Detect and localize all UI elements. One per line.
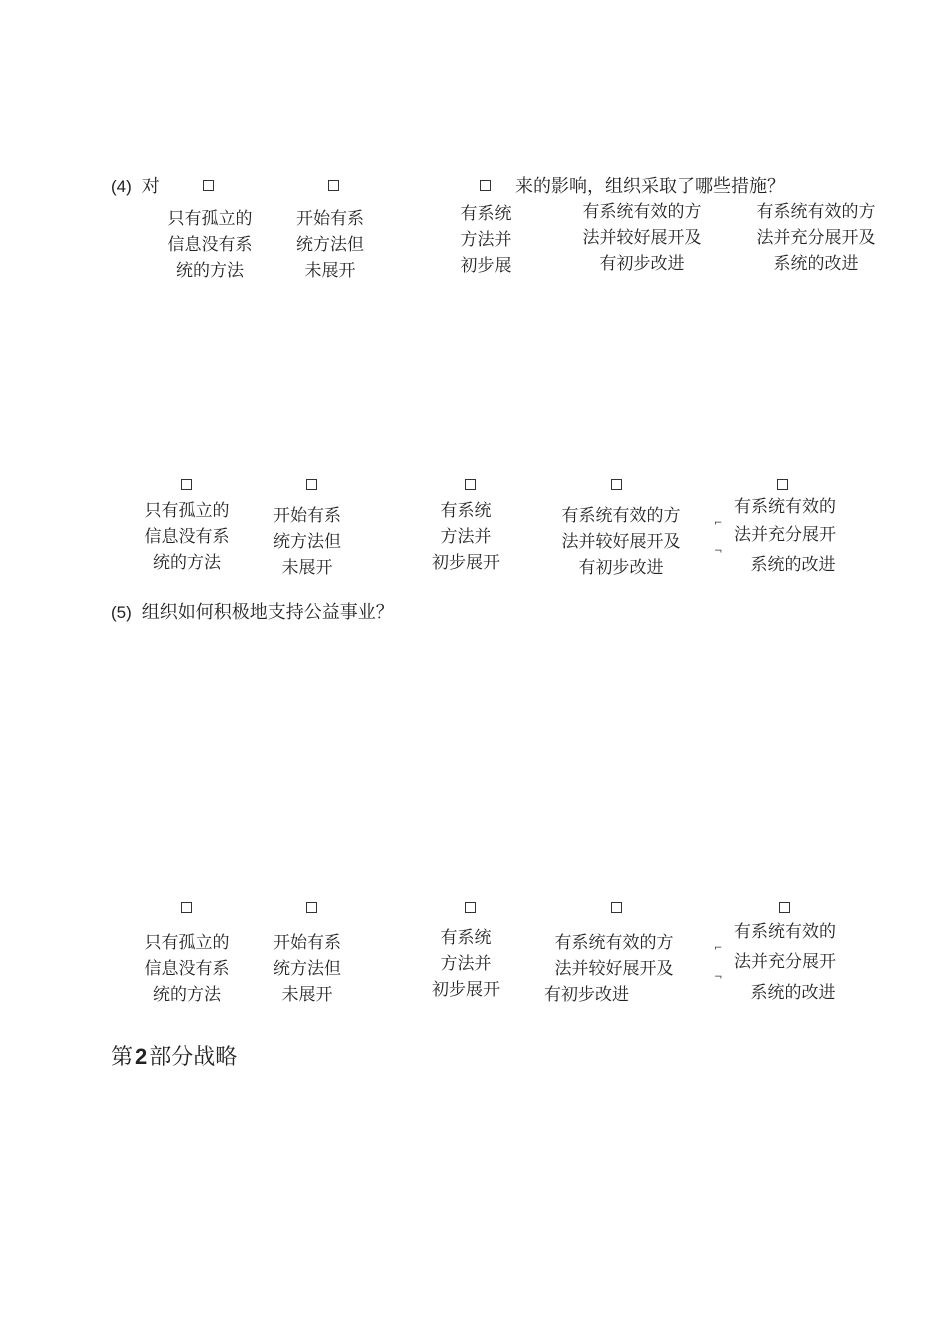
rating-option-4 [551, 503, 691, 581]
rating-checkbox-1[interactable] [181, 479, 192, 490]
rating-checkbox-2[interactable] [328, 180, 339, 191]
question-text: 组织如何积极地支持公益事业？ [141, 602, 394, 623]
option-line: 有系统 [460, 204, 512, 224]
rating-option-3 [448, 201, 524, 279]
option-line: 法并较好展开及 [554, 959, 674, 979]
rating-checkbox-4[interactable] [611, 902, 622, 913]
rating-option-5 [725, 493, 845, 581]
rating-checkbox-4[interactable] [611, 479, 622, 490]
question-number: (4) [111, 177, 132, 196]
heading-suffix: 部分战略 [149, 1045, 238, 1070]
option-line: 信息没有系 [144, 959, 230, 979]
option-line: 统方法但 [273, 532, 341, 552]
option-line: 统方法但 [296, 235, 364, 255]
option-line: 统的方法 [153, 985, 221, 1005]
rating-option-4 [544, 930, 684, 1008]
option-line: 法并较好展开及 [582, 228, 702, 248]
option-line: 未展开 [281, 985, 333, 1005]
margin-mark: ⌐ [714, 518, 723, 529]
option-line: 只有孤立的 [144, 933, 230, 953]
rating-option-2 [267, 503, 347, 581]
option-line: 开始有系 [296, 209, 364, 229]
option-line: 法并充分展开及 [756, 228, 876, 248]
option-line: 信息没有系 [144, 527, 230, 547]
option-line: 统的方法 [153, 553, 221, 573]
option-line: 法并充分展开 [734, 952, 836, 972]
option-line: 有初步改进 [599, 254, 685, 274]
option-line: 初步展 [460, 256, 512, 276]
heading-number: 2 [135, 1044, 148, 1069]
option-line: 法并较好展开及 [561, 532, 681, 552]
rating-option-2 [267, 930, 347, 1008]
option-line: 系统的改进 [750, 983, 836, 1003]
option-line: 有系统有效的方 [756, 202, 876, 222]
rating-checkbox-1[interactable] [181, 902, 192, 913]
rating-option-5 [725, 918, 845, 1008]
section-heading [111, 1040, 237, 1071]
rating-option-3 [426, 498, 506, 576]
option-line: 有初步改进 [544, 985, 629, 1005]
margin-mark: ¬ [714, 546, 723, 557]
option-line: 有系统有效的方 [554, 933, 674, 953]
question-5 [111, 602, 394, 624]
option-line: 未展开 [281, 558, 333, 578]
question-4-tail: 来的影响，组织采取了哪些措施？ [515, 176, 785, 197]
question-number: (5) [111, 603, 132, 622]
option-line: 系统的改进 [773, 254, 859, 274]
rating-checkbox-2[interactable] [306, 479, 317, 490]
rating-checkbox-3[interactable] [480, 180, 491, 191]
rating-option-1 [137, 498, 237, 576]
rating-checkbox-3[interactable] [465, 902, 476, 913]
question-lead-fragment: 对 [141, 176, 160, 197]
rating-checkbox-5[interactable] [777, 479, 788, 490]
option-line: 信息没有系 [167, 235, 253, 255]
option-line: 初步展开 [432, 553, 500, 573]
option-line: 有系统 [440, 928, 492, 948]
rating-checkbox-2[interactable] [306, 902, 317, 913]
rating-checkbox-3[interactable] [465, 479, 476, 490]
rating-option-5 [746, 199, 886, 277]
question-4 [111, 176, 160, 198]
option-line: 有系统有效的方 [582, 202, 702, 222]
option-line: 有系统有效的 [734, 497, 836, 517]
option-line: 有系统有效的 [734, 922, 836, 942]
rating-checkbox-5[interactable] [779, 902, 790, 913]
margin-mark: ¬ [714, 972, 723, 983]
option-line: 方法并 [460, 230, 512, 250]
option-line: 有系统 [440, 501, 492, 521]
option-line: 只有孤立的 [144, 501, 230, 521]
option-line: 方法并 [440, 527, 492, 547]
option-line: 开始有系 [273, 933, 341, 953]
rating-option-3 [426, 925, 506, 1003]
rating-checkbox-1[interactable] [203, 180, 214, 191]
rating-option-1 [160, 206, 260, 284]
option-line: 统的方法 [176, 261, 244, 281]
option-line: 系统的改进 [750, 555, 836, 575]
option-line: 统方法但 [273, 959, 341, 979]
option-line: 只有孤立的 [167, 209, 253, 229]
rating-option-4 [572, 199, 712, 277]
option-line: 未展开 [304, 261, 356, 281]
option-line: 有初步改进 [578, 558, 664, 578]
option-line: 有系统有效的方 [561, 506, 681, 526]
rating-option-1 [137, 930, 237, 1008]
rating-option-2 [290, 206, 370, 284]
option-line: 法并充分展开 [734, 525, 836, 545]
option-line: 初步展开 [432, 980, 500, 1000]
option-line: 开始有系 [273, 506, 341, 526]
heading-prefix: 第 [111, 1045, 134, 1070]
option-line: 方法并 [440, 954, 492, 974]
margin-mark: ⌐ [714, 943, 723, 954]
